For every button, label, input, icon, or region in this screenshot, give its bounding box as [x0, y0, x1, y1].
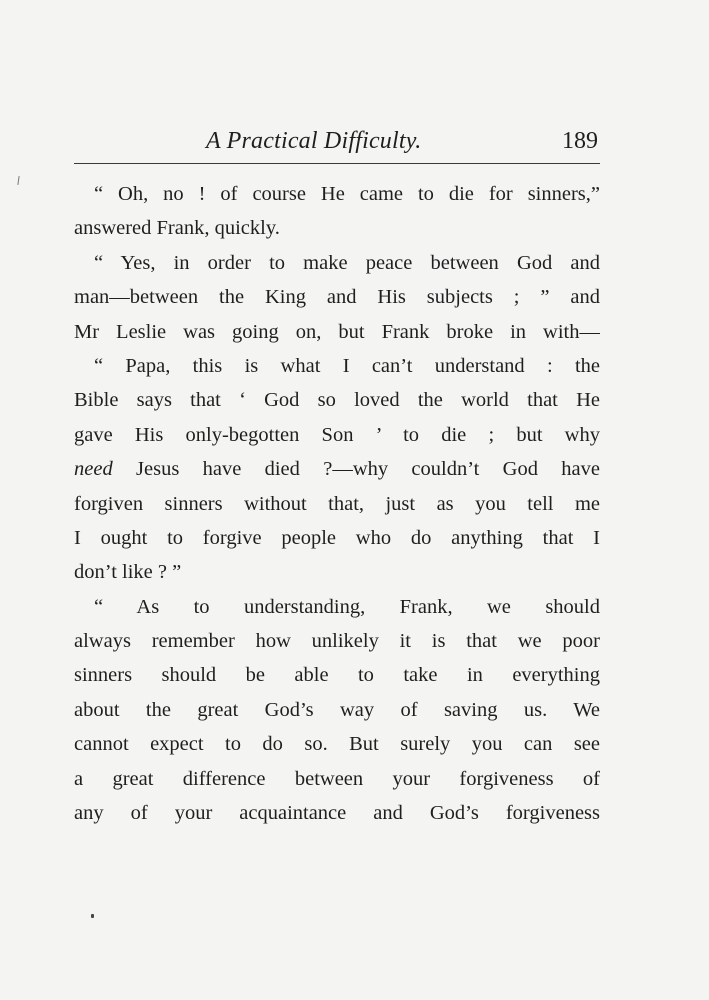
text-line: Mr Leslie was going on, but Frank broke in with—: [74, 320, 600, 343]
text-line: don’t like ? ”: [74, 561, 182, 584]
text-line: Bible says that ‘ God so loved the world that He: [74, 389, 600, 412]
text-line: any of your acquaintance and God’s forgiveness: [74, 802, 600, 825]
text-line: “ As to understanding, Frank, we should: [94, 595, 600, 618]
text-line: always remember how unlikely it is that we poor: [74, 630, 600, 653]
margin-pencil-mark: [17, 176, 19, 185]
text-line: “ Papa, this is what I can’t understand : the: [94, 354, 600, 377]
text-line: forgiven sinners without that, just as you tell me: [74, 492, 600, 515]
text-line: sinners should be able to take in everything: [74, 664, 600, 687]
small-ink-mark: [91, 914, 94, 918]
emphasized-word: need: [74, 458, 113, 481]
text-line-rest: Jesus have died ?—why couldn’t God have: [136, 458, 600, 481]
running-title: A Practical Difficulty.: [206, 128, 422, 154]
text-line: gave His only-begotten Son ’ to die ; but why: [74, 423, 600, 446]
text-line: man—between the King and His subjects ; ” and: [74, 286, 600, 309]
text-line: answered Frank, quickly.: [74, 217, 280, 240]
text-line: a great difference between your forgiveness of: [74, 767, 600, 790]
body-text: [74, 177, 600, 830]
text-line: about the great God’s way of saving us. We: [74, 698, 600, 721]
page-number: 189: [562, 128, 598, 154]
text-line: “ Yes, in order to make peace between God and: [94, 251, 600, 274]
header-rule: [74, 163, 600, 164]
text-line: “ Oh, no ! of course He came to die for sinners,”: [94, 183, 600, 205]
page-header: [74, 124, 600, 164]
text-line-with-emphasis: [74, 452, 600, 486]
text-line: I ought to forgive people who do anything that I: [74, 526, 600, 549]
text-line: cannot expect to do so. But surely you can see: [74, 733, 600, 756]
